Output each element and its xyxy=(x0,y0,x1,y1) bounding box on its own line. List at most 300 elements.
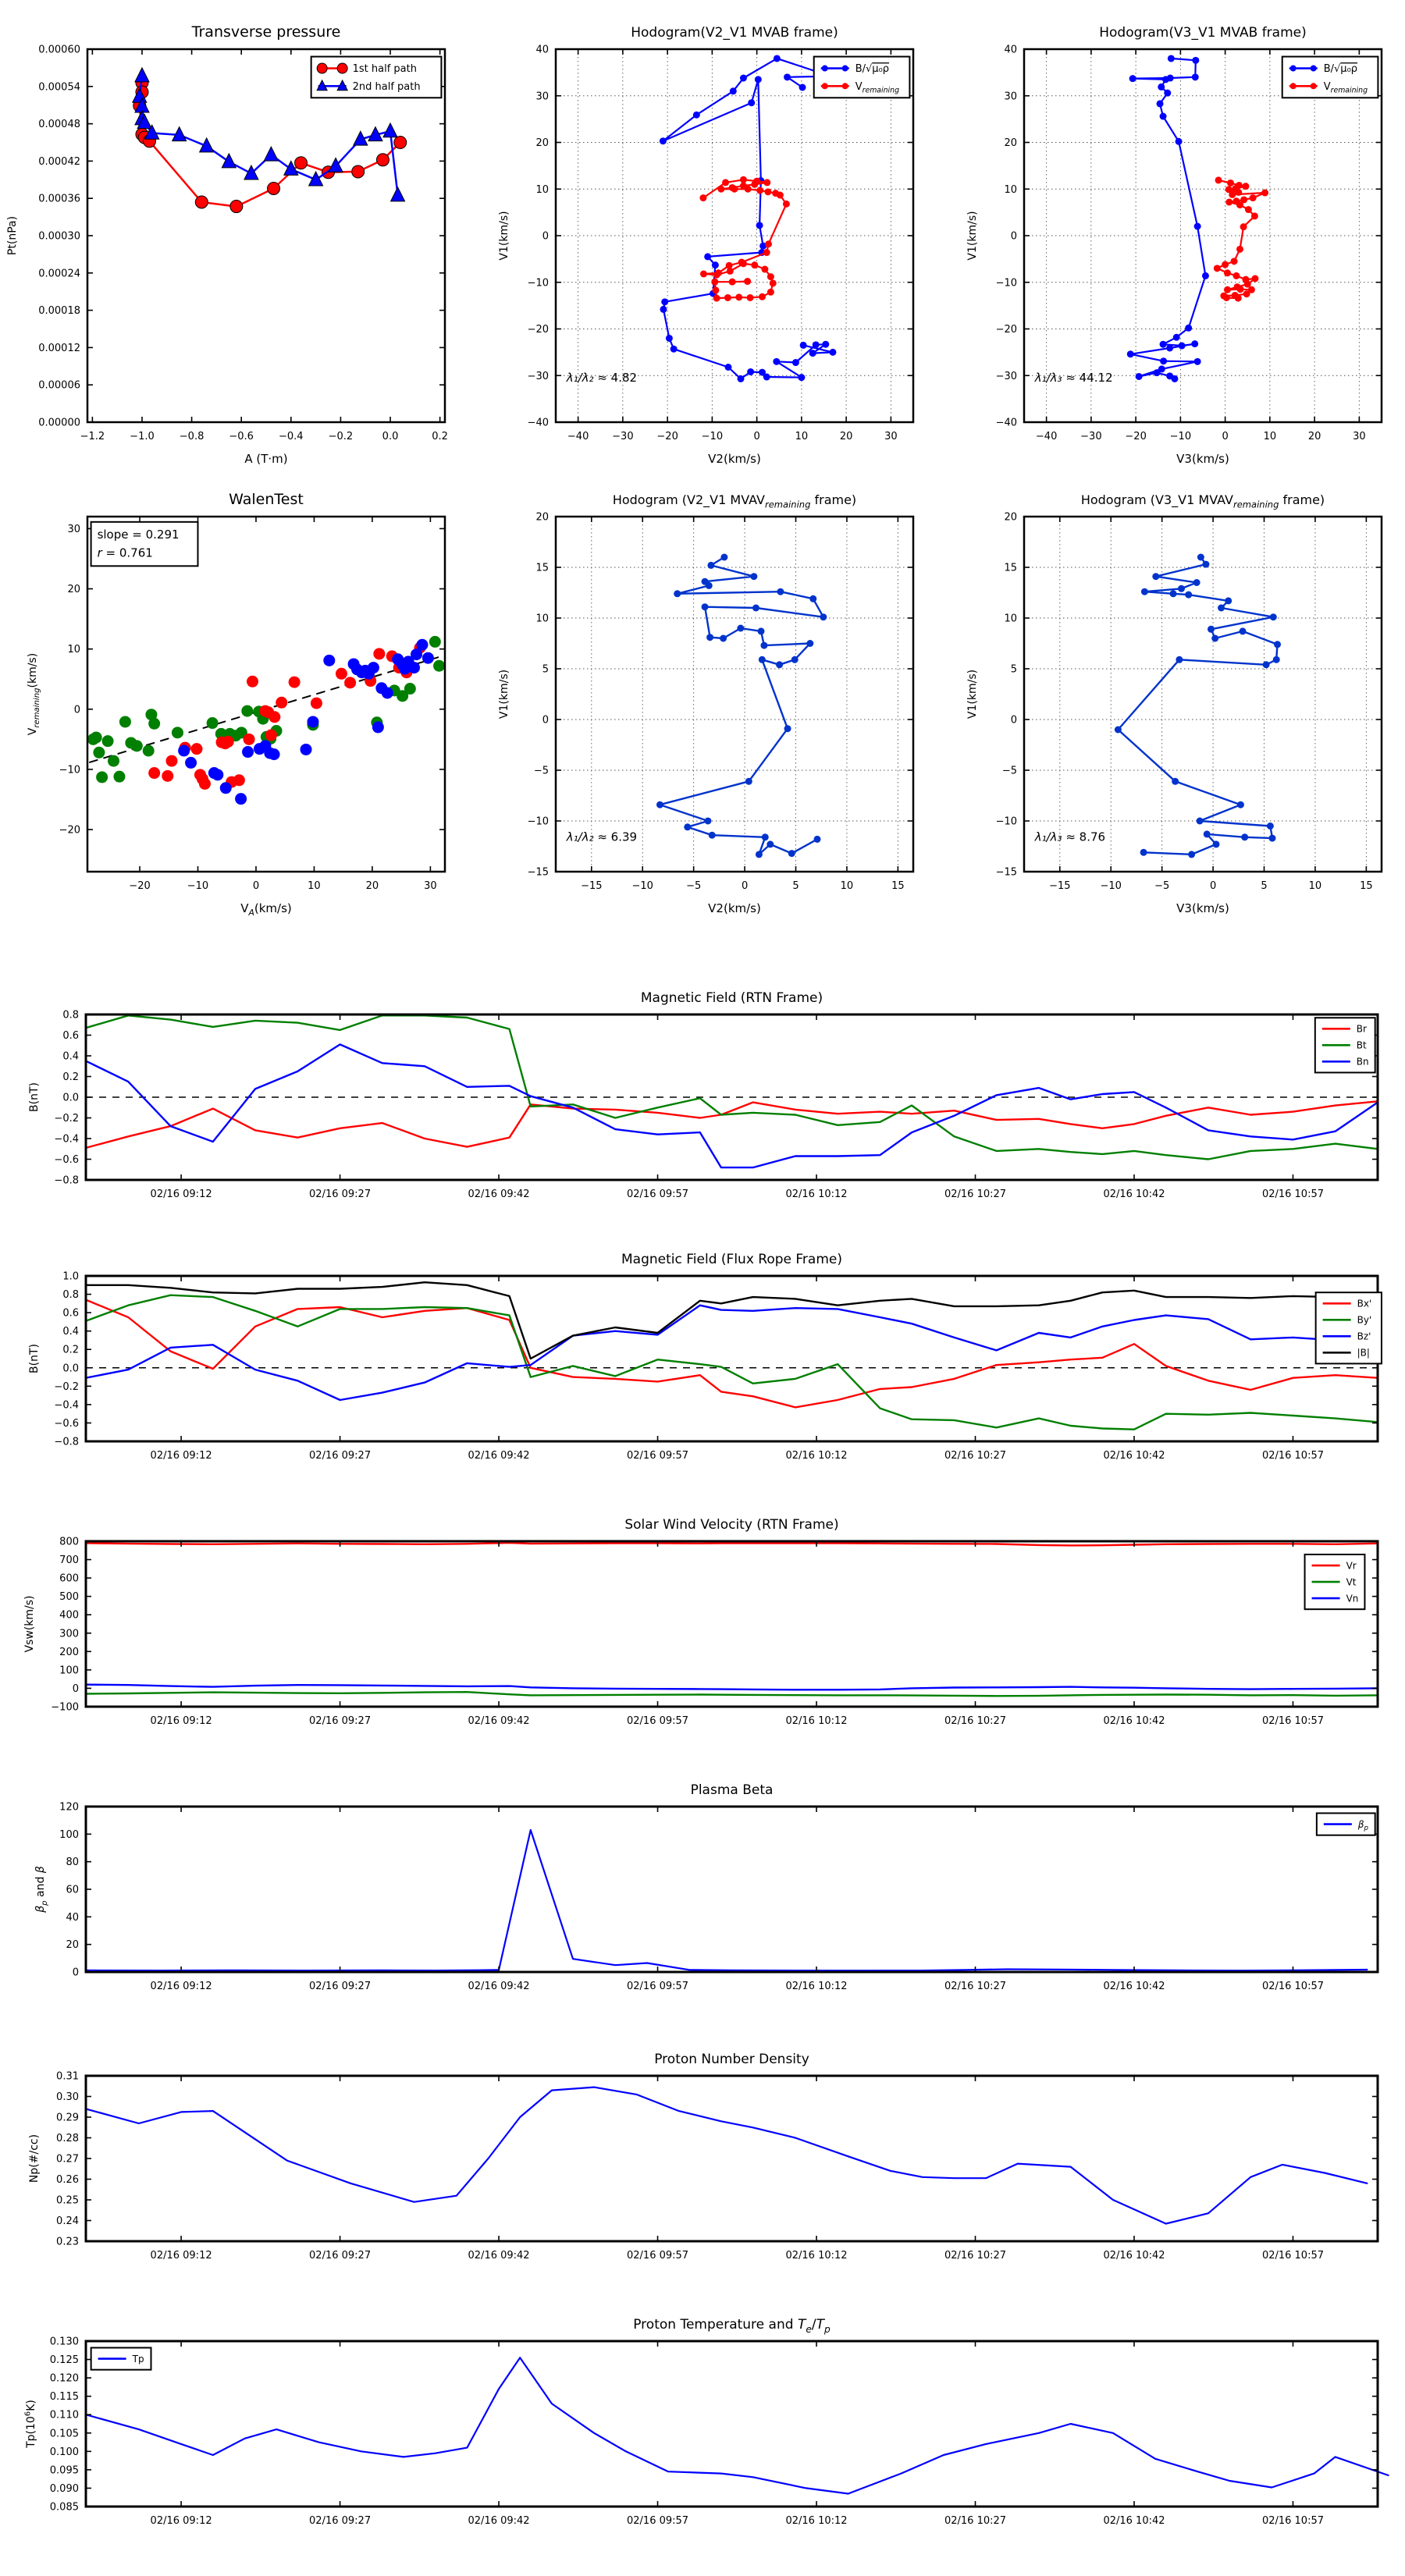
x-tick-label: 02/16 10:27 xyxy=(944,1450,1007,1462)
y-tick-label: −20 xyxy=(527,324,549,336)
x-tick-label: 02/16 09:27 xyxy=(309,2250,372,2262)
y-tick-label: 0 xyxy=(542,230,549,243)
y-tick-label: 0.00024 xyxy=(38,268,80,280)
x-tick-label: 20 xyxy=(1307,431,1321,442)
chart-title: Transverse pressure xyxy=(191,23,341,41)
series-np xyxy=(86,2087,1367,2224)
x-tick-label: −10 xyxy=(1100,880,1122,892)
y-tick-label: −30 xyxy=(527,370,549,382)
x-tick-label: 0 xyxy=(753,431,760,442)
x-tick-label: −5 xyxy=(1154,880,1170,892)
legend-label: 1st half path xyxy=(352,63,417,76)
y-tick-label: 0.090 xyxy=(49,2482,79,2495)
y-tick-label: 0 xyxy=(72,1682,79,1695)
x-tick-label: 02/16 09:42 xyxy=(468,1981,530,1992)
x-tick-label: 02/16 10:27 xyxy=(944,1715,1007,1727)
series-b-over-sqrt-mu0-rho xyxy=(1127,55,1209,382)
x-tick-label: 30 xyxy=(1353,431,1366,442)
panel-walen-test xyxy=(0,468,468,933)
y-tick-label: −5 xyxy=(1001,765,1017,777)
x-tick-label: −1.2 xyxy=(80,431,105,442)
grid xyxy=(556,517,913,872)
x-tick-label: 02/16 10:27 xyxy=(944,2250,1007,2262)
y-tick-label: 400 xyxy=(59,1609,79,1622)
x-tick-label: 02/16 09:42 xyxy=(468,2250,530,2262)
legend xyxy=(311,57,442,98)
x-tick-label: 0.0 xyxy=(382,431,399,442)
y-tick-label: 0.120 xyxy=(49,2372,79,2385)
x-tick-label: 02/16 10:12 xyxy=(785,1715,848,1727)
panel-vsw-rtn xyxy=(0,1512,1405,1773)
y-tick-label: −10 xyxy=(527,815,549,828)
y-tick-label: 0.00036 xyxy=(38,193,80,205)
y-tick-label: 30 xyxy=(67,523,80,535)
y-axis-label: V1(km/s) xyxy=(966,669,979,720)
y-tick-label: 100 xyxy=(59,1665,79,1677)
series-tp xyxy=(86,2357,1389,2493)
x-tick-label: 02/16 10:57 xyxy=(1261,2250,1325,2262)
axis-ticks xyxy=(1024,517,1382,872)
x-axis-label: V3(km/s) xyxy=(1176,452,1229,466)
chart-title: Proton Temperature and $T_e/T_p$ xyxy=(633,2317,831,2335)
panel-proton-temperature xyxy=(0,2311,1405,2573)
y-tick-label: 0.0 xyxy=(62,1363,79,1375)
chart-title: Magnetic Field (RTN Frame) xyxy=(640,990,823,1006)
y-tick-label: 120 xyxy=(59,1801,79,1814)
x-tick-label: 02/16 10:12 xyxy=(785,1450,848,1462)
x-tick-label: −10 xyxy=(187,880,209,892)
y-tick-label: 20 xyxy=(535,511,549,524)
y-axis-label: Vsw(km/s) xyxy=(23,1595,36,1653)
x-axis-label: A (T·m) xyxy=(244,452,288,466)
annotation-line: slope = 0.291 xyxy=(97,528,180,542)
axis-ticks xyxy=(86,1807,1378,1972)
x-tick-label: 02/16 09:12 xyxy=(150,2515,212,2527)
y-tick-label: 300 xyxy=(59,1628,79,1640)
axis-ticks xyxy=(556,49,913,422)
y-tick-label: −0.8 xyxy=(54,1436,79,1448)
y-tick-label: −15 xyxy=(527,866,549,879)
y-tick-label: 0.4 xyxy=(62,1050,79,1063)
annotation-line: λ₁/λ₂ ≈ 4.82 xyxy=(566,371,638,386)
y-tick-label: 10 xyxy=(535,613,549,625)
chart-title: Hodogram (V2_V1 $MVAV_{remaining}$ frame) xyxy=(612,492,857,510)
y-tick-label: 10 xyxy=(1004,613,1017,625)
annotation xyxy=(566,371,637,385)
panel-b-rtn xyxy=(0,985,1405,1246)
y-tick-label: 0.00000 xyxy=(38,417,80,429)
x-tick-label: 02/16 09:27 xyxy=(309,2515,372,2527)
y-tick-label: 0.115 xyxy=(49,2391,79,2404)
y-tick-label: 0.00006 xyxy=(38,379,80,392)
legend-label: Bn xyxy=(1356,1056,1369,1068)
panel-b-flux-rope xyxy=(0,1246,1405,1508)
y-tick-label: 700 xyxy=(59,1554,79,1567)
x-axis-label: $V_A(km/s)$ xyxy=(240,901,292,918)
y-tick-label: 20 xyxy=(1004,137,1017,149)
x-tick-label: −40 xyxy=(567,431,589,442)
x-tick-label: 02/16 09:57 xyxy=(627,1981,689,1992)
grid xyxy=(1024,517,1382,872)
plot-frame xyxy=(1024,49,1382,422)
y-tick-label: 0.24 xyxy=(56,2215,79,2227)
y-tick-label: 0.27 xyxy=(56,2153,79,2166)
y-axis-label: B(nT) xyxy=(28,1344,41,1373)
x-tick-label: 30 xyxy=(424,880,437,892)
x-tick-label: 02/16 10:42 xyxy=(1103,2250,1165,2262)
legend-label: Bz' xyxy=(1357,1331,1371,1342)
x-tick-label: 30 xyxy=(884,431,898,442)
x-tick-label: 02/16 10:57 xyxy=(1261,1450,1325,1462)
axis-ticks xyxy=(86,1014,1378,1180)
x-tick-label: 02/16 09:57 xyxy=(627,2515,689,2527)
x-tick-label: −0.8 xyxy=(179,431,205,442)
x-tick-label: 02/16 10:27 xyxy=(944,1189,1007,1200)
grid xyxy=(556,49,913,422)
y-tick-label: 0.105 xyxy=(49,2428,79,2440)
series-vr xyxy=(86,1543,1378,1545)
plot-frame xyxy=(86,2341,1378,2507)
y-tick-label: 0 xyxy=(1010,714,1017,727)
legend xyxy=(814,57,910,98)
y-tick-label: 0.085 xyxy=(49,2501,79,2514)
legend-label: B/√μ₀ρ xyxy=(855,63,890,76)
legend xyxy=(1315,1018,1375,1072)
legend-label: $V_{remaining}$ xyxy=(1323,80,1368,95)
y-tick-label: −30 xyxy=(995,370,1017,382)
x-tick-label: −30 xyxy=(1080,431,1102,442)
series-vt xyxy=(86,1692,1378,1696)
x-tick-label: 0.2 xyxy=(432,431,448,442)
y-tick-label: 60 xyxy=(66,1884,79,1896)
x-tick-label: 02/16 09:12 xyxy=(150,1715,212,1727)
axis-ticks xyxy=(86,1541,1378,1707)
y-tick-label: −20 xyxy=(59,824,80,837)
y-tick-label: −0.4 xyxy=(54,1133,79,1146)
x-tick-label: 02/16 09:12 xyxy=(150,1189,212,1200)
y-tick-label: 20 xyxy=(1004,511,1017,524)
x-tick-label: 0 xyxy=(741,880,749,892)
x-tick-label: −10 xyxy=(1169,431,1192,442)
series-bn xyxy=(86,1044,1378,1167)
x-tick-label: −40 xyxy=(1035,431,1058,442)
panel-hodogram-v2v1-mvav xyxy=(468,468,937,933)
legend xyxy=(91,2347,151,2369)
legend xyxy=(1282,57,1378,98)
x-tick-label: −0.6 xyxy=(229,431,254,442)
x-tick-label: 10 xyxy=(308,880,321,892)
y-tick-label: 20 xyxy=(66,1939,79,1952)
y-tick-label: 0.8 xyxy=(62,1289,79,1302)
annotation xyxy=(1034,371,1113,385)
x-tick-label: 10 xyxy=(1308,880,1322,892)
series-br xyxy=(86,1101,1378,1148)
panel-plasma-beta xyxy=(0,1777,1405,2038)
x-tick-label: 02/16 09:42 xyxy=(468,1715,530,1727)
y-tick-label: −20 xyxy=(995,324,1017,336)
x-tick-label: −20 xyxy=(1125,431,1147,442)
x-tick-label: 02/16 09:42 xyxy=(468,1450,530,1462)
x-tick-label: 02/16 09:12 xyxy=(150,2250,212,2262)
x-tick-label: 5 xyxy=(1261,880,1268,892)
y-axis-label: $Tp(10^6K)$ xyxy=(23,2400,37,2448)
x-axis-label: V3(km/s) xyxy=(1176,901,1229,915)
x-tick-label: 02/16 10:27 xyxy=(944,2515,1007,2527)
y-tick-label: 0.095 xyxy=(49,2464,79,2477)
chart-title: Hodogram (V3_V1 $MVAV_{remaining}$ frame) xyxy=(1080,492,1325,510)
legend-label: By' xyxy=(1357,1314,1372,1326)
panel-proton-density xyxy=(0,2046,1405,2308)
x-tick-label: −5 xyxy=(686,880,702,892)
series-beta-p xyxy=(86,1830,1367,1970)
chart-title: Plasma Beta xyxy=(690,1782,774,1798)
y-tick-label: 15 xyxy=(535,562,549,574)
y-axis-label: V1(km/s) xyxy=(498,211,510,261)
y-tick-label: −100 xyxy=(51,1701,79,1714)
x-tick-label: 02/16 09:12 xyxy=(150,1981,212,1992)
series-vn xyxy=(86,1685,1378,1690)
chart-title: Proton Number Density xyxy=(654,2052,809,2067)
y-tick-label: 40 xyxy=(535,44,549,56)
y-axis-label: $V_{remaining}(km/s)$ xyxy=(27,652,41,736)
y-tick-label: 0 xyxy=(72,1967,79,1979)
y-tick-label: −0.6 xyxy=(54,1154,79,1166)
y-tick-label: 0 xyxy=(1010,230,1017,243)
y-tick-label: −0.4 xyxy=(54,1399,79,1412)
y-tick-label: 0.0 xyxy=(62,1092,79,1104)
plot-frame xyxy=(556,49,913,422)
x-tick-label: 5 xyxy=(792,880,799,892)
x-tick-label: 02/16 09:42 xyxy=(468,1189,530,1200)
series-v-hodogram xyxy=(1115,554,1281,858)
y-tick-label: −0.8 xyxy=(54,1174,79,1187)
y-tick-label: 0.25 xyxy=(56,2194,79,2207)
series-by- xyxy=(86,1295,1378,1430)
annotation xyxy=(91,522,198,567)
legend xyxy=(1305,1554,1365,1609)
y-tick-label: 0.00012 xyxy=(38,342,80,354)
annotation xyxy=(1034,830,1105,844)
legend-label: Vt xyxy=(1346,1576,1357,1588)
panel-transverse-pressure xyxy=(0,12,468,468)
y-axis-label: Pt(nPa) xyxy=(6,215,19,256)
y-tick-label: 200 xyxy=(59,1646,79,1658)
y-tick-label: 0 xyxy=(73,704,80,716)
legend-label: $V_{remaining}$ xyxy=(855,80,900,95)
y-tick-label: −10 xyxy=(59,764,80,776)
y-tick-label: 40 xyxy=(1004,44,1017,56)
axis-ticks xyxy=(1024,49,1382,422)
legend-label: B/√μ₀ρ xyxy=(1323,63,1358,76)
legend-label: |B| xyxy=(1357,1347,1370,1359)
y-tick-label: −10 xyxy=(527,277,549,290)
y-tick-label: 0.125 xyxy=(49,2354,79,2367)
y-tick-label: 0.6 xyxy=(62,1030,79,1042)
x-tick-label: 02/16 10:42 xyxy=(1103,1189,1165,1200)
annotation-line: λ₁/λ₃ ≈ 8.76 xyxy=(1034,830,1106,844)
x-tick-label: −20 xyxy=(129,880,151,892)
x-tick-label: −15 xyxy=(581,880,603,892)
plot-frame xyxy=(86,2076,1378,2241)
axis-ticks xyxy=(86,2076,1378,2241)
y-tick-label: 0.4 xyxy=(62,1326,79,1338)
legend-label: Vn xyxy=(1346,1593,1359,1604)
panel-hodogram-v2v1-mvab xyxy=(468,12,937,468)
x-tick-label: 02/16 09:27 xyxy=(309,1450,372,1462)
annotation-line: r = 0.761 xyxy=(97,545,153,560)
y-tick-label: −10 xyxy=(995,277,1017,290)
x-tick-label: 02/16 10:42 xyxy=(1103,2515,1165,2527)
series-bx- xyxy=(86,1300,1378,1408)
chart-title: Magnetic Field (Flux Rope Frame) xyxy=(621,1252,842,1267)
x-tick-label: 10 xyxy=(1263,431,1277,442)
y-tick-label: 0.8 xyxy=(62,1009,79,1022)
y-tick-label: 0.00060 xyxy=(38,44,80,56)
chart-title: Solar Wind Velocity (RTN Frame) xyxy=(624,1517,839,1533)
x-tick-label: −1.0 xyxy=(130,431,155,442)
x-tick-label: −0.2 xyxy=(328,431,354,442)
x-tick-label: 10 xyxy=(795,431,809,442)
y-tick-label: 10 xyxy=(67,644,80,656)
y-tick-label: 0.00018 xyxy=(38,305,80,318)
x-tick-label: −20 xyxy=(656,431,678,442)
y-axis-label: V1(km/s) xyxy=(966,211,979,261)
y-tick-label: 10 xyxy=(535,183,549,196)
x-tick-label: 02/16 10:12 xyxy=(785,1189,848,1200)
y-tick-label: 0.30 xyxy=(56,2091,79,2103)
x-tick-label: 02/16 09:57 xyxy=(627,2250,689,2262)
y-tick-label: 600 xyxy=(59,1572,79,1585)
x-tick-label: 0 xyxy=(252,880,260,892)
x-tick-label: 0 xyxy=(1222,431,1229,442)
y-tick-label: 0.00048 xyxy=(38,119,80,131)
chart-title: Hodogram(V3_V1 MVAB frame) xyxy=(1099,25,1307,41)
y-tick-label: 10 xyxy=(1004,183,1017,196)
x-tick-label: −30 xyxy=(612,431,634,442)
axis-ticks xyxy=(556,517,913,872)
y-tick-label: 0.29 xyxy=(56,2112,79,2124)
plot-frame xyxy=(556,517,913,872)
series-v-hodogram xyxy=(656,554,827,858)
series-bt xyxy=(86,1015,1378,1159)
legend-label: $\beta_p$ xyxy=(1357,1818,1369,1833)
annotation-line: λ₁/λ₂ ≈ 6.39 xyxy=(566,830,638,844)
panel-hodogram-v3v1-mvab xyxy=(937,12,1405,468)
x-axis-label: V2(km/s) xyxy=(708,901,761,915)
x-axis-label: V2(km/s) xyxy=(708,452,761,466)
y-tick-label: 15 xyxy=(1004,562,1017,574)
x-tick-label: 02/16 10:27 xyxy=(944,1981,1007,1992)
panel-hodogram-v3v1-mvav xyxy=(937,468,1405,933)
x-tick-label: 20 xyxy=(365,880,379,892)
x-tick-label: 02/16 10:42 xyxy=(1103,1981,1165,1992)
y-tick-label: 0.130 xyxy=(49,2336,79,2348)
y-tick-label: −10 xyxy=(995,815,1017,828)
x-tick-label: 02/16 10:12 xyxy=(785,2250,848,2262)
x-tick-label: 10 xyxy=(840,880,854,892)
y-tick-label: 0.100 xyxy=(49,2446,79,2458)
legend xyxy=(1317,1813,1375,1835)
x-tick-label: 02/16 10:12 xyxy=(785,1981,848,1992)
legend-label: 2nd half path xyxy=(352,80,421,93)
series-v-remaining xyxy=(1214,176,1268,301)
annotation xyxy=(566,830,637,844)
x-tick-label: 02/16 09:27 xyxy=(309,1189,372,1200)
x-tick-label: 02/16 10:42 xyxy=(1103,1450,1165,1462)
y-tick-label: 800 xyxy=(59,1536,79,1548)
x-tick-label: 02/16 09:12 xyxy=(150,1450,212,1462)
y-tick-label: −40 xyxy=(995,417,1017,429)
y-axis-label: Np(#/cc) xyxy=(28,2134,41,2183)
x-tick-label: 02/16 10:57 xyxy=(1261,1715,1325,1727)
y-tick-label: 0.2 xyxy=(62,1071,79,1083)
x-tick-label: −10 xyxy=(631,880,653,892)
legend-label: Vr xyxy=(1346,1560,1357,1572)
y-tick-label: 0.23 xyxy=(56,2236,79,2248)
x-tick-label: 02/16 09:57 xyxy=(627,1450,689,1462)
y-axis-label: V1(km/s) xyxy=(498,669,510,720)
y-tick-label: −0.2 xyxy=(54,1113,79,1125)
grid xyxy=(1024,49,1382,422)
y-tick-label: 0.110 xyxy=(49,2409,79,2421)
legend-label: Br xyxy=(1356,1023,1367,1035)
legend-label: Tp xyxy=(132,2353,144,2365)
y-tick-label: 1.0 xyxy=(62,1270,79,1283)
x-tick-label: 02/16 09:57 xyxy=(627,1715,689,1727)
x-tick-label: 02/16 09:27 xyxy=(309,1981,372,1992)
series-b-over-sqrt-mu0-rho xyxy=(660,55,837,382)
x-tick-label: 02/16 10:57 xyxy=(1261,1981,1325,1992)
x-tick-label: 02/16 10:12 xyxy=(785,2515,848,2527)
x-tick-label: −10 xyxy=(701,431,724,442)
x-tick-label: −0.4 xyxy=(279,431,304,442)
y-tick-label: −15 xyxy=(995,866,1017,879)
y-tick-label: 20 xyxy=(535,137,549,149)
x-tick-label: 02/16 10:57 xyxy=(1261,1189,1325,1200)
y-tick-label: −40 xyxy=(527,417,549,429)
y-tick-label: 0.00054 xyxy=(38,81,80,94)
plot-frame xyxy=(1024,517,1382,872)
x-tick-label: 15 xyxy=(891,880,905,892)
chart-title: WalenTest xyxy=(229,491,304,508)
plot-frame xyxy=(86,1014,1378,1180)
legend-label: Bx' xyxy=(1357,1298,1372,1309)
y-tick-label: 80 xyxy=(66,1856,79,1869)
x-tick-label: 20 xyxy=(839,431,853,442)
plot-frame xyxy=(86,1541,1378,1707)
y-tick-label: 40 xyxy=(66,1911,79,1924)
y-tick-label: 5 xyxy=(542,663,549,676)
y-tick-label: 0.26 xyxy=(56,2174,79,2186)
y-tick-label: 0.00030 xyxy=(38,230,80,243)
x-tick-label: 02/16 09:42 xyxy=(468,2515,530,2527)
annotation-line: λ₁/λ₃ ≈ 44.12 xyxy=(1034,371,1113,386)
chart-title: Hodogram(V2_V1 MVAB frame) xyxy=(631,25,838,41)
legend-label: Bt xyxy=(1356,1039,1367,1051)
y-axis-label: B(nT) xyxy=(28,1082,41,1112)
y-tick-label: 100 xyxy=(59,1828,79,1841)
legend xyxy=(1316,1292,1382,1363)
y-tick-label: −0.2 xyxy=(54,1380,79,1393)
y-tick-label: 0.2 xyxy=(62,1344,79,1356)
plot-frame xyxy=(86,1807,1378,1972)
y-tick-label: 0.28 xyxy=(56,2133,79,2144)
y-tick-label: 0.31 xyxy=(56,2070,79,2083)
y-tick-label: −5 xyxy=(533,765,549,777)
x-tick-label: 02/16 09:57 xyxy=(627,1189,689,1200)
y-tick-label: −0.6 xyxy=(54,1417,79,1430)
x-tick-label: 02/16 10:57 xyxy=(1261,2515,1325,2527)
